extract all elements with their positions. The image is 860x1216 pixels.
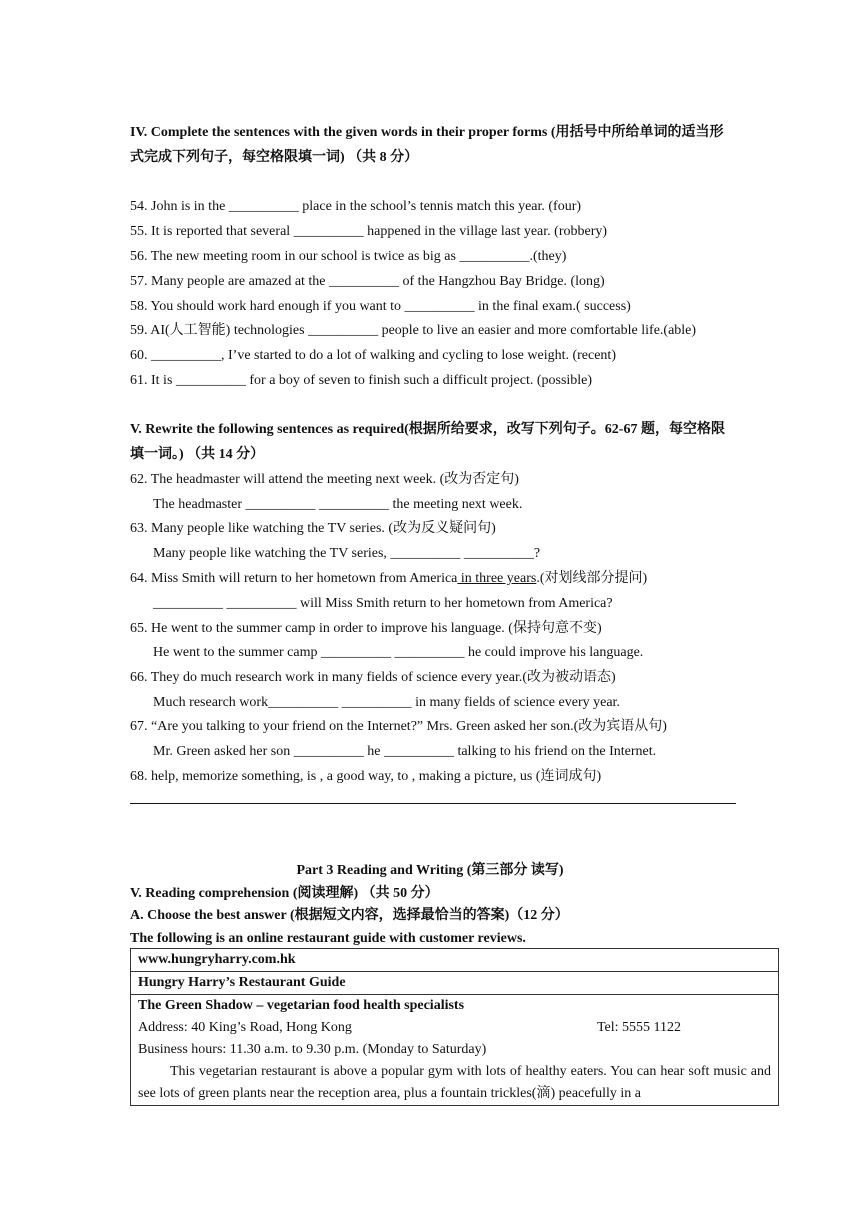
restaurant-name: The Green Shadow – vegetarian food health specialists — [138, 998, 465, 1013]
question-57: 57. Many people are amazed at the __________ of the Hangzhou Bay Bridge. (long) — [130, 274, 605, 289]
guide-title: Hungry Harry’s Restaurant Guide — [131, 972, 779, 995]
restaurant-hours: Business hours: 11.30 a.m. to 9.30 p.m. (Monday to Saturday) — [138, 1042, 487, 1057]
question-62: 62. The headmaster will attend the meeting next week. (改为否定句) — [130, 472, 519, 487]
question-64-instruction: .(对划线部分提问) — [536, 571, 648, 586]
question-54: 54. John is in the __________ place in the school’s tennis match this year. (four) — [130, 199, 582, 214]
address-row — [138, 1017, 771, 1039]
question-56: 56. The new meeting room in our school is twice as big as __________.(they) — [130, 249, 567, 264]
subsection-a-heading: A. Choose the best answer (根据短文内容，选择最恰当的答案)（12 分） — [130, 908, 569, 923]
answer-62: The headmaster __________ __________ the meeting next week. — [153, 497, 523, 512]
section-5-heading-line1: V. Rewrite the following sentences as required(根据所给要求，改写下列句子。62-67 题，每空格限 — [130, 422, 725, 437]
section-4-heading-line1: IV. Complete the sentences with the given words in their proper forms (用括号中所给单词的适当形 — [130, 125, 724, 140]
question-61: 61. It is __________ for a boy of seven to finish such a difficult project. (possible) — [130, 373, 593, 388]
question-67: 67. “Are you talking to your friend on the Internet?” Mrs. Green asked her son.(改为宾语从句) — [130, 719, 667, 734]
section-5-heading-line2: 填一词。) （共 14 分） — [130, 447, 265, 462]
question-64-text: 64. Miss Smith will return to her hometown from America — [130, 571, 458, 586]
question-58: 58. You should work hard enough if you want to __________ in the final exam.( success) — [130, 299, 631, 314]
answer-63: Many people like watching the TV series, __________ __________? — [153, 546, 541, 561]
question-64 — [130, 570, 647, 588]
question-64-underlined: in three years — [457, 571, 537, 586]
answer-65: He went to the summer camp __________ __________ he could improve his language. — [153, 645, 644, 660]
answer-68-line[interactable] — [130, 803, 736, 804]
part-3-title: Part 3 Reading and Writing (第三部分 读写) — [296, 863, 564, 878]
question-65: 65. He went to the summer camp in order to improve his language. (保持句意不变) — [130, 621, 602, 636]
question-68: 68. help, memorize something, is , a good way, to , making a picture, us (连词成句) — [130, 769, 602, 784]
question-59: 59. AI(人工智能) technologies __________ people to live an easier and more comfortable life.(able) — [130, 323, 697, 338]
guide-intro: The following is an online restaurant guide with customer reviews. — [130, 931, 526, 946]
question-55: 55. It is reported that several __________ happened in the village last year. (robbery) — [130, 224, 608, 239]
restaurant-description: This vegetarian restaurant is above a popular gym with lots of healthy eaters. You can hear soft music and see lots of green plants near the reception area, plus a fountain trickles(滴) peacefully in a — [138, 1064, 771, 1101]
answer-67: Mr. Green asked her son __________ he __________ talking to his friend on the Internet. — [153, 744, 657, 759]
answer-66: Much research work__________ __________ in many fields of science every year. — [153, 695, 620, 710]
section-4-heading-line2: 式完成下列句子，每空格限填一词) （共 8 分） — [130, 150, 419, 165]
restaurant-entry — [131, 995, 779, 1106]
guide-website: www.hungryharry.com.hk — [131, 949, 779, 972]
question-63: 63. Many people like watching the TV series. (改为反义疑问句) — [130, 521, 496, 536]
restaurant-address: Address: 40 King’s Road, Hong Kong — [138, 1020, 352, 1035]
reading-heading: V. Reading comprehension (阅读理解) （共 50 分） — [130, 886, 439, 901]
question-60: 60. __________, I’ve started to do a lot of walking and cycling to lose weight. (recent) — [130, 348, 616, 363]
restaurant-guide-table — [130, 948, 779, 1106]
restaurant-tel: Tel: 5555 1122 — [596, 1020, 681, 1035]
answer-64: __________ __________ will Miss Smith return to her hometown from America? — [153, 596, 613, 611]
question-66: 66. They do much research work in many fields of science every year.(改为被动语态) — [130, 670, 616, 685]
